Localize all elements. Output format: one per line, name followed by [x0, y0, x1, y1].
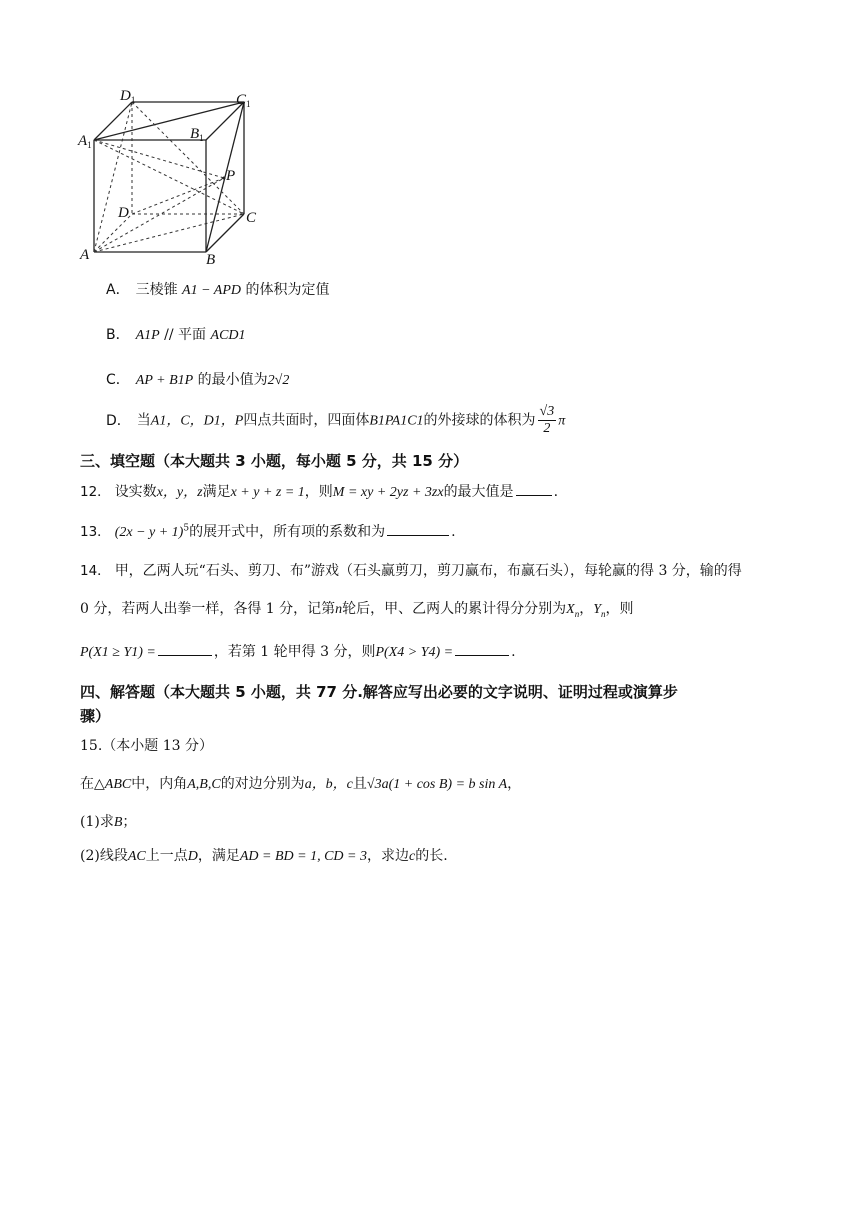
label-B1: B [190, 126, 200, 142]
svg-text:B1: $B_1$ [190, 126, 204, 143]
question-13: 13． $(2x - y + 1)^5$的展开式中，所有项的系数和为 . [80, 523, 456, 540]
section4-heading-line2: 骤） [80, 707, 111, 725]
svg-text:D1: $D_1$ [120, 88, 136, 105]
question-15-part2: (2)线段AC上一点D，满足AD = BD = 1, CD = 3，求边c的长. [80, 848, 448, 864]
label-B: B [206, 252, 216, 266]
label-C1: C [236, 92, 247, 108]
svg-text:A1: $A_1$ [78, 133, 92, 150]
label-A: A [80, 247, 90, 263]
question-15-stem: 在△ABC中，内角A,B,C的对边分别为a，b，c且√3a(1 + cos B) = b sin A， [80, 776, 522, 792]
section4-heading-line1: 四、解答题（本大题共 5 小题，共 77 分.解答应写出必要的文字说明、证明过程或演算步 [80, 683, 678, 701]
question-14-line3: P(X1 ≥ Y1) = ，若第 1 轮甲得 3 分，则P(X4 > Y4) = . [80, 644, 516, 660]
question-15-part1: (1)求B； [80, 814, 137, 830]
cube-figure [76, 84, 266, 266]
section3-heading: 三、填空题（本大题共 3 小题，每小题 5 分，共 15 分） [80, 452, 469, 470]
label-P: P [226, 168, 236, 184]
question-14-line1: 14． 甲，乙两人玩“石头、剪刀、布”游戏（石头赢剪刀，剪刀赢布，布赢石头），每轮赢的得 3 分，输的得 [80, 563, 742, 579]
question-14-line2: 0 分，若两人出拳一样，各得 1 分，记第n轮后，甲、乙两人的累计得分分别为$X_n$，$Y_n$，则 [80, 601, 634, 619]
option-c: C． AP + B1P 的最小值为2√2 [106, 372, 290, 388]
label-A1: A [78, 133, 88, 149]
label-D: D [118, 205, 129, 221]
option-d: D． 当A1，C，D1，P四点共面时，四面体B1PA1C1的外接球的体积为 $\frac{√3}{2}$ π [106, 404, 566, 436]
label-C: C [246, 210, 257, 226]
question-15-title: 15.（本小题 13 分） [80, 738, 213, 754]
label-D1: D [120, 88, 131, 104]
option-b: B． A1P // 平面 ACD1 [106, 327, 246, 343]
option-a: A． 三棱锥 A1 − APD 的体积为定值 [106, 282, 330, 298]
question-12: 12． 设实数x，y，z满足x + y + z = 1，则M = xy + 2yz + 3zx的最大值是 . [80, 484, 559, 500]
svg-text:C1: $C_1$ [236, 92, 251, 109]
